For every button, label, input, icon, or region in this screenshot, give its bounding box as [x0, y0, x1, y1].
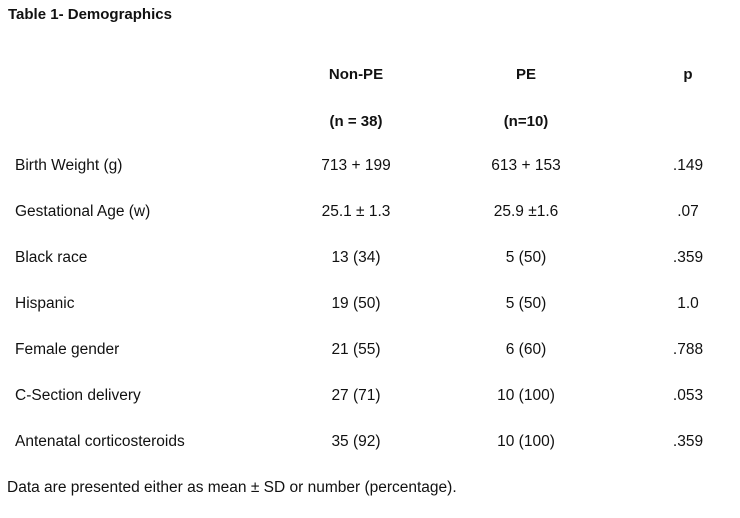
header-pe-n: (n=10) — [503, 113, 549, 130]
header-p: p — [683, 66, 693, 83]
row-label: Birth Weight (g) — [15, 157, 123, 174]
table-row — [0, 387, 740, 409]
row-label: Hispanic — [15, 295, 75, 312]
p-value: .149 — [672, 157, 704, 174]
p-value: .788 — [672, 341, 704, 358]
non-pe-value: 13 (34) — [331, 249, 381, 266]
table-row — [0, 249, 740, 271]
non-pe-value: 27 (71) — [331, 387, 381, 404]
non-pe-value: 21 (55) — [331, 341, 381, 358]
table-row — [0, 203, 740, 225]
p-value: .359 — [672, 433, 704, 450]
table-row — [0, 341, 740, 363]
table-title: Table 1- Demographics — [8, 6, 172, 23]
pe-value: 10 (100) — [497, 433, 555, 450]
table-row — [0, 433, 740, 455]
row-label: Antenatal corticosteroids — [15, 433, 185, 450]
p-value: 1.0 — [677, 295, 699, 312]
row-label: Female gender — [15, 341, 120, 358]
non-pe-value: 19 (50) — [331, 295, 381, 312]
p-value: .07 — [677, 203, 699, 220]
table-footnote: Data are presented either as mean ± SD or number (percentage). — [7, 479, 457, 496]
non-pe-value: 35 (92) — [331, 433, 381, 450]
pe-value: 613 + 153 — [491, 157, 561, 174]
pe-value: 25.9 ±1.6 — [493, 203, 559, 220]
pe-value: 10 (100) — [497, 387, 555, 404]
table-row — [0, 295, 740, 317]
header-non-pe-n: (n = 38) — [329, 113, 383, 130]
pe-value: 5 (50) — [505, 249, 547, 266]
row-label: Gestational Age (w) — [15, 203, 151, 220]
row-label: C-Section delivery — [15, 387, 141, 404]
header-non-pe: Non-PE — [328, 66, 384, 83]
pe-value: 5 (50) — [505, 295, 547, 312]
row-label: Black race — [15, 249, 88, 266]
non-pe-value: 713 + 199 — [321, 157, 391, 174]
header-pe: PE — [515, 66, 536, 83]
pe-value: 6 (60) — [505, 341, 547, 358]
p-value: .359 — [672, 249, 704, 266]
p-value: .053 — [672, 387, 704, 404]
non-pe-value: 25.1 ± 1.3 — [321, 203, 391, 220]
table-row — [0, 157, 740, 179]
